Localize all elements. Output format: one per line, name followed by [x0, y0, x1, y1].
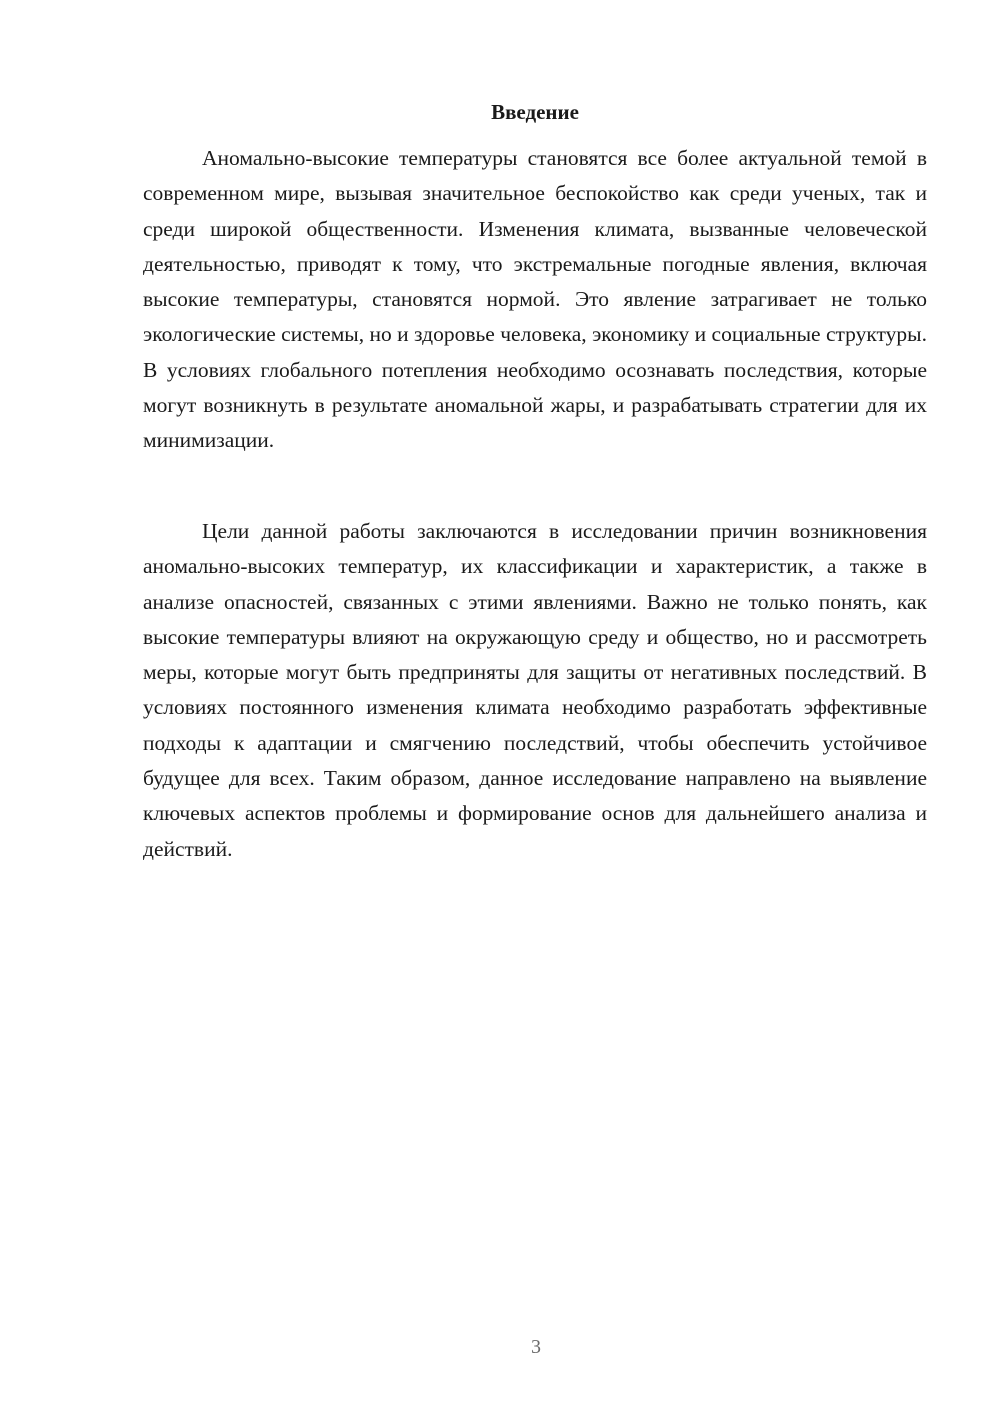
body-paragraph-goals: Цели данной работы заключаются в исследовании причин возникновения аномально-высоких температур, их классификации и характеристик, а также в анализе опасностей, связанных с этими явлениями. Важно не только понять, как высокие температуры влияют на окружающую среду и общество, но и рассмотреть меры, которые могут быть предприняты для защиты от негативных последствий. В условиях постоянного изменения климата необходимо разработать эффективные подходы к адаптации и смягчению последствий, чтобы обеспечить устойчивое будущее для всех. Таким образом, данное исследование направлено на выявление ключевых аспектов проблемы и формирование основ для дальнейшего анализа и действий. — [143, 519, 927, 861]
page-number: 3 — [531, 1336, 541, 1358]
section-heading: Введение — [491, 100, 579, 124]
body-paragraph-intro: Аномально-высокие температуры становятся все более актуальной темой в современном мире, вызывая значительное беспокойство как среди ученых, так и среди широкой общественности. Изменения климата, вызванные человеческой деятельностью, приводят к тому, что экстремальные погодные явления, включая высокие температуры, становятся нормой. Это явление затрагивает не только экологические системы, но и здоровье человека, экономику и социальные структуры. В условиях глобального потепления необходимо осознавать последствия, которые могут возникнуть в результате аномальной жары, и разрабатывать стратегии для их минимизации. — [143, 146, 927, 453]
